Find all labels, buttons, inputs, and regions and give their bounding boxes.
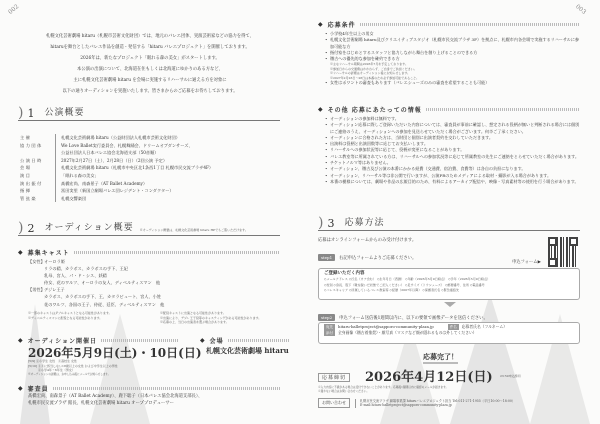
note: ※応募の上、当日の出演者を選ぶ場合があります。 bbox=[160, 320, 229, 324]
table-row bbox=[20, 187, 213, 195]
condition-notes bbox=[325, 62, 580, 80]
step1-badge: step1 bbox=[318, 254, 335, 261]
condition-item: • 小学校4年生以上の男女 bbox=[325, 31, 580, 37]
registration-heading: ご登録いただく内容 bbox=[324, 271, 365, 276]
judges-heading: ◆ 審査員 bbox=[18, 384, 280, 393]
registration-box bbox=[318, 268, 580, 300]
row-value: 札幌文化芸術劇場 hitaru（公益財団法人札幌市芸術文化財団） bbox=[61, 135, 180, 140]
attachment-tag: 添付 bbox=[326, 331, 333, 335]
row-value: 札幌交響楽団 bbox=[61, 195, 87, 201]
note: ※出演により、デジレ王子役等のキャスティングがある可能性があります。 bbox=[160, 315, 262, 320]
cast-role-line: 侍女、花のワルツ、オーロラの友人、ディベルティスマン 他 bbox=[44, 280, 161, 286]
section-number: 1 bbox=[27, 107, 35, 120]
condition-item: • 女性はポワントの審査もあります（バレエシューズのみの審査を希望することも可能） bbox=[325, 80, 580, 86]
note: ※2027年2月26日〜28日は本番のため必ず参加可能であること。 bbox=[330, 75, 420, 80]
section-title: 公演概要 bbox=[44, 108, 85, 118]
row-key: 指揮 bbox=[20, 187, 56, 195]
audition-date: 2026年5月9日(土)・10日(日) bbox=[28, 346, 202, 360]
deadline-notes bbox=[318, 385, 448, 393]
cast-role-line: 花のワルツ、各国の王子、侍従、廷臣、ディベルティスマン 他 bbox=[44, 301, 165, 307]
step1-text: 右記申込フォームよりご応募ください。 bbox=[339, 256, 417, 261]
intro-text bbox=[10, 31, 290, 97]
condition-item: • 指付家をはじめとするスタッフと協力しながら舞台を創り上げることのできる方 bbox=[325, 50, 580, 56]
cast-role-line: リラの精、カラボス、カラボスの手下、王妃 bbox=[44, 266, 128, 272]
intro-line: 以下の通りオーディションを実施いたします。皆さまからのご応募をお待ちしております。 bbox=[62, 89, 238, 94]
info-item: • 出演料は役柄と出演回数等に応じてお支払いします。 bbox=[325, 141, 580, 147]
info-item: • オーディション、リハーサル等は非公開で行いますが、公演PRのためメディアによる取材・撮影が入る場合があります。 bbox=[325, 173, 580, 179]
conditions-heading: ◆ 応募条件 bbox=[318, 20, 580, 29]
contact-block bbox=[318, 398, 515, 408]
step2-text: 申込フォーム送信後1週間以内に、以下の要領で画像データを送信ください。 bbox=[339, 316, 488, 321]
cast-roles bbox=[44, 286, 164, 307]
registration-line: ◇バレエキャリア ◇所属しているバレエ教室等 ◇経歴（2007年以降） ◇保護者氏名 ◇緊急連絡先 bbox=[324, 288, 460, 292]
venue-name: 札幌文化芸術劇場 hitaru bbox=[206, 346, 289, 355]
info-item: • オーディション、稽古及び公演の本番にかかる経費（交通費、宿泊費、食費等）は各自の負担になります。 bbox=[325, 166, 580, 172]
contact-label: お問い合わせ bbox=[318, 398, 350, 408]
note: ※届かない場合はお問い合わせください。 bbox=[318, 389, 370, 393]
row-value: 髙橋宏尚、南森景子（AT Ballet Academy） bbox=[61, 180, 148, 186]
intro-line: 主に札幌文化芸術劇場 hitaru を会場に実施するリハーサルに通える方を対象に bbox=[73, 78, 227, 83]
table-row bbox=[20, 180, 213, 188]
page-number-left: 002 bbox=[7, 3, 21, 16]
audition-date-details bbox=[28, 359, 118, 377]
row-value: 札幌文化芸術劇場 hitaru（札幌市中央区北1条西1丁目 札幌市民交流プラザ4F） bbox=[61, 165, 214, 171]
detail-line: [5/10] ③②に該当しない18歳以上の女性 および中学生以上の男性 bbox=[28, 363, 118, 368]
other-info-heading: ◆ その他 応募にあたっての情報 bbox=[318, 105, 580, 114]
heading-text: 審査員 bbox=[27, 386, 49, 393]
table-row bbox=[20, 142, 213, 157]
cast-role-line: デジレ王子 bbox=[44, 287, 65, 293]
row-value-line: 公益社団法人日本バレエ協会北海道支部（50音順） bbox=[61, 150, 159, 156]
application-complete: 応募完了！ bbox=[423, 352, 458, 364]
deadline-label: 応募締切 bbox=[318, 373, 350, 382]
deadline-time: 23:59申込締切 bbox=[500, 374, 521, 378]
info-item: • チケットノルマ等はありません。 bbox=[325, 160, 580, 166]
heading-text: その他 応募にあたっての情報 bbox=[327, 107, 422, 114]
row-value-line: We Love Ballet実行委員会、札幌舞踊会、ドリームオブダンサーズ、 bbox=[61, 142, 193, 148]
cast-role-line: 乳母、宮人、パ・ド・シス、妖精 bbox=[44, 273, 107, 279]
section-subtitle: ※オーディション概要は、札幌文化芸術劇場 hitaru HPでもご覧いただけます。 bbox=[139, 228, 248, 232]
info-item: • リハーサルへの参加状況等に応じて、役柄が変更になることがあります。 bbox=[325, 147, 580, 153]
row-value: 冨田実里（新国立劇場バレエ団レジデント・コンダクター） bbox=[61, 188, 174, 194]
judges-line: 札幌市民交流プラザ 館長、札幌文化芸術劇場 hitaru オーププロデューサー bbox=[28, 401, 174, 406]
heading-text: 募集キャスト bbox=[27, 250, 70, 257]
row-key: 会場 bbox=[20, 164, 56, 172]
registration-line: ◇メールアドレス ◇氏名（カナ含む） ◇生年月日（西暦） ◇年齢（2026年5月9日時点） ◇学年（2026年5月9日時点） bbox=[324, 277, 491, 281]
performance-overview-table bbox=[20, 134, 213, 202]
row-key: 公演日時 bbox=[20, 157, 56, 165]
cast-group-female bbox=[28, 258, 164, 286]
row-key: 主催 bbox=[20, 134, 56, 142]
page-number-right: 003 bbox=[574, 3, 588, 16]
subject-text: 応募者氏名（フルネーム） bbox=[461, 324, 507, 329]
row-value: 2027年2月27日（土）、2月28日（日）（2回公演 予定） bbox=[61, 157, 168, 163]
cast-notes-right bbox=[160, 311, 261, 325]
cast-group-label: 【女性】 bbox=[28, 259, 45, 264]
section-2-header: ) 2 オーディション概要 ※オーディション概要は、札幌文化芸術劇場 hitaru HPでもご覧いただけます。 bbox=[18, 222, 280, 236]
intro-line: 2026年は、新たなプロジェクト「眠れる森の美女」がスタートします。 bbox=[80, 56, 220, 61]
heading-text: 会場 bbox=[209, 338, 224, 345]
note: ※主なリハーサル期間は2026年7月を予定しております。 bbox=[330, 62, 409, 67]
note: ※参加日からの交通費はかかわらず、ご自身でご負担ください。 bbox=[330, 66, 417, 71]
row-key: 管弦楽 bbox=[20, 195, 56, 203]
submission-email[interactable]: hitaru-balletproject@sapporo-community-plaza.jp bbox=[338, 324, 434, 329]
heading-text: 応募条件 bbox=[327, 22, 356, 29]
section-number: 2 bbox=[27, 222, 35, 235]
conditions-list bbox=[325, 31, 580, 87]
detail-line: ※オーディションの詳細は、お申し込み後にメールでお知らせします。 bbox=[28, 372, 111, 376]
intro-line: 札幌文化芸術劇場 hitaru（札幌市芸術文化財団）では、地元のバレエ団体、実演芸術家などの協力を得て、 bbox=[46, 34, 254, 39]
detail-line: ④小学4年〜6年生（男女） bbox=[38, 368, 75, 372]
other-info-list bbox=[325, 116, 580, 185]
row-key: 演目 bbox=[20, 172, 56, 180]
audition-date-heading: ◆ オーディション開催日 bbox=[18, 336, 178, 345]
row-value: 「眠れる森の美女」 bbox=[61, 172, 99, 178]
step2 bbox=[318, 314, 488, 322]
cast-list bbox=[28, 258, 164, 308]
row-key: 演出振付 bbox=[20, 180, 56, 188]
row-key: 協力団体 bbox=[20, 142, 56, 157]
cast-group-male bbox=[28, 286, 164, 307]
application-form-link[interactable]: 申込フォーム▶ bbox=[512, 260, 541, 265]
cast-heading: ◆ 募集キャスト bbox=[18, 248, 280, 257]
section-title: 応募方法 bbox=[344, 218, 385, 228]
intro-line: 本公演の出演について、北海道在住もしくは北海道にゆかりのある方など、 bbox=[77, 67, 223, 72]
contact-email[interactable]: E-mail:hitaru-balletproject@sapporo-community-plaza.jp bbox=[360, 403, 452, 407]
cast-roles bbox=[44, 258, 160, 286]
section-number: 3 bbox=[327, 217, 335, 230]
note: ※ディベルティスマンに配役となる可能性があります。 bbox=[28, 315, 103, 320]
note: ※リハーサルの詳細はオーディション後にお知らせします。 bbox=[330, 71, 411, 76]
cast-role-line: カラボス、カラボスの手下、王、カタラビュート、宮人、小姓 bbox=[44, 294, 162, 300]
note: ※一部のキャストはダブルキャストとなる可能性があります。 bbox=[28, 311, 112, 315]
judges-line: 髙橋宏尚、南森景子（AT Ballet Academy）、鹿下聡子（日本バレエ協会北海道支部長）、 bbox=[28, 394, 203, 399]
intro-line: hitaruを舞台としたバレエ作品を創造・発信する「hitaru バレエプロジェクト」を開催しております。 bbox=[50, 45, 250, 50]
cast-role-line: オーロラ姫 bbox=[44, 259, 65, 264]
info-item: • オーディションに合格された方は、当財団と個別に出演者契約を交わしていただきます。 bbox=[325, 135, 580, 141]
note: ※入力内容に不備がある場合は受付できないことがあります。応募後1週間以内に確認のメールが届きます。 bbox=[318, 385, 449, 389]
section-3-header: ) 3 応募方法 bbox=[318, 217, 580, 231]
cast-group-label: 【男性】 bbox=[28, 287, 45, 293]
table-row bbox=[20, 164, 213, 172]
contact-line: 札幌市民交流プラザ 劇場事業課 hitaruバレエプロジェクト担当 Tel:011-271-1955（平日10:00〜18:00） bbox=[360, 398, 516, 403]
info-item: • オーディション応募に際しご登録いただいた内容については、審査員が事前に確認し、想定される役柄が無いと判断される場合には個別にご連絡のうえ、オーディションへの参加を見送らせていただく場合がございます。何卒ご了承ください。 bbox=[325, 122, 580, 135]
row-value bbox=[61, 142, 193, 157]
heading-text: オーディション開催日 bbox=[27, 338, 98, 345]
condition-item: • 稽古への優先的な参加を確約できる方 bbox=[325, 56, 580, 62]
info-item: • バレエ教室等に所属されている方は、リハーサルへの参加状況等に応じて所属教室の先生にご連絡をとらせていただく場合があります。 bbox=[325, 154, 580, 160]
info-item: • 本番の模様については、劇場や作品の広報目的のため、有料によるアーカイブ配信や、映像・写真素材等の使用を行う場合があります。 bbox=[325, 179, 580, 185]
table-row bbox=[20, 134, 213, 142]
table-row bbox=[20, 172, 213, 180]
submission-box bbox=[318, 322, 580, 344]
to-tag: 宛先 bbox=[326, 325, 333, 329]
venue-heading: ◆ 会場 bbox=[200, 336, 290, 345]
judges-list bbox=[28, 393, 202, 407]
step1 bbox=[318, 254, 416, 262]
info-item: • オーディションの参加料は無料です。 bbox=[325, 116, 580, 122]
table-row bbox=[20, 195, 213, 203]
deadline-date: 2026年4月12日(日) bbox=[365, 370, 493, 385]
attachment-text: 全身画像（稽古着推奨）・顔写真（マスクなど顔が隠れるものは外してください） bbox=[338, 330, 477, 335]
detail-line: [5/9] ①小学生 女性 ②高校生 女性 bbox=[28, 359, 78, 363]
step2-badge: step2 bbox=[318, 314, 335, 321]
note: ※配役キャストに出演となる可能性があります。 bbox=[160, 311, 226, 315]
registration-line: ◇性別 ◇身長、股下（靴を脱いだ状態でご記入ください） ◇足サイズ（トウシューズ） ◇郵便番号、住所 ◇電話番号 bbox=[324, 282, 485, 287]
arrow-down-icon bbox=[444, 302, 456, 307]
cast-notes-left bbox=[28, 311, 112, 320]
apply-intro: 応募はオンラインフォームからのみ受け付けます。 bbox=[318, 238, 417, 243]
table-row bbox=[20, 157, 213, 165]
condition-item: • 札幌文化芸術劇場 hitaru及びクリエイティブスタジオ（札幌市民交流プラザ 3F）を拠点に、札幌市内各会場で実施するリハーサルに参加可能な方 bbox=[325, 37, 580, 50]
section-1-header: ) 1 公演概要 bbox=[18, 107, 280, 121]
section-title: オーディション概要 bbox=[44, 223, 134, 233]
qr-code[interactable] bbox=[548, 237, 578, 267]
subject-tag: 件名 bbox=[449, 325, 457, 329]
